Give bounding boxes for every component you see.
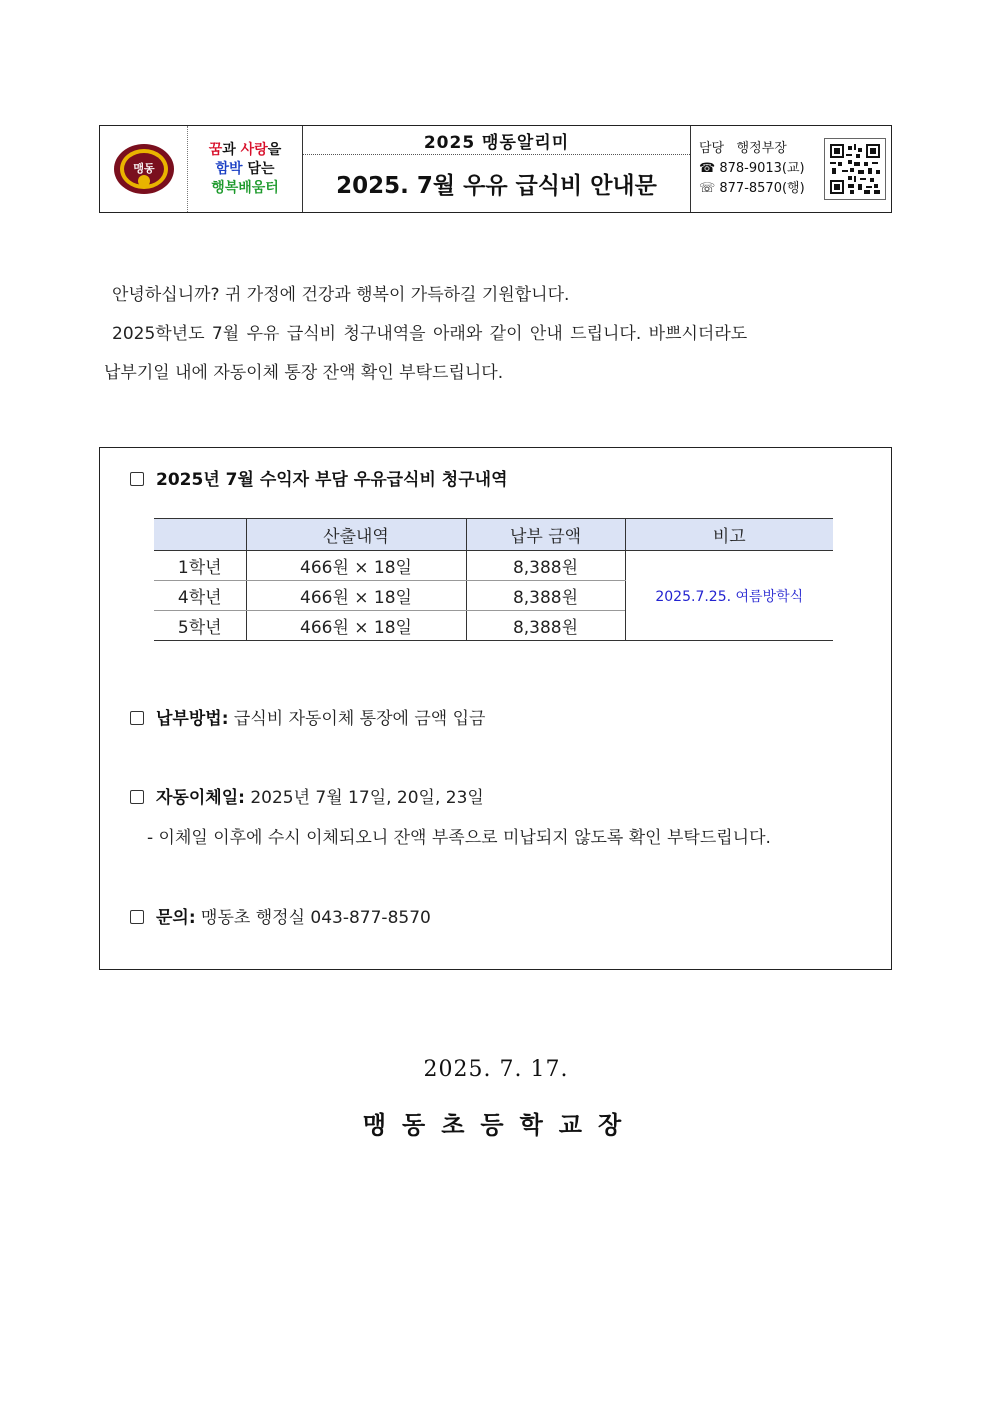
amount-cell: 8,388원 bbox=[466, 581, 625, 611]
calc-cell: 466원 × 18일 bbox=[246, 581, 466, 611]
inquiry-label: 문의: bbox=[156, 908, 196, 928]
amount-cell: 8,388원 bbox=[466, 551, 625, 581]
slogan-line-1 bbox=[209, 141, 282, 160]
slogan-word-particle: 을 bbox=[267, 141, 282, 158]
slogan-word-dream: 꿈 bbox=[208, 141, 223, 158]
qr-code-icon bbox=[830, 144, 880, 194]
checkbox-bullet-icon bbox=[130, 472, 144, 486]
grade-cell: 4학년 bbox=[154, 581, 246, 611]
newsletter-header bbox=[99, 125, 892, 213]
signer-name: 맹동초등학교장 bbox=[362, 1111, 638, 1139]
transfer-note: - 이체일 이후에 수시 이체되오니 잔액 부족으로 미납되지 않도록 확인 부탁드립니다. bbox=[147, 828, 771, 848]
logo-text: 맹동 bbox=[132, 162, 155, 175]
column-header-amount: 납부 금액 bbox=[466, 519, 625, 551]
intro-line-3: 납부기일 내에 자동이체 통장 잔액 확인 부탁드립니다. bbox=[104, 363, 504, 383]
contact-cell bbox=[691, 126, 818, 212]
issue-date: 2025. 7. 17. bbox=[423, 1057, 569, 1082]
slogan-word-love: 사랑 bbox=[240, 141, 268, 158]
transfer-dates-label: 자동이체일: bbox=[156, 788, 245, 808]
column-header-grade bbox=[154, 519, 246, 551]
role-value: 행정부장 bbox=[736, 141, 787, 156]
school-slogan bbox=[188, 126, 303, 212]
billing-table bbox=[154, 518, 833, 641]
checkbox-bullet-icon bbox=[130, 711, 144, 725]
column-header-note: 비고 bbox=[625, 519, 833, 551]
newsletter-name: 2025 맹동알리미 bbox=[303, 126, 690, 155]
billing-heading-text: 2025년 7월 수익자 부담 우유급식비 청구내역 bbox=[156, 470, 508, 490]
calc-cell: 466원 × 18일 bbox=[246, 611, 466, 641]
school-logo-cell bbox=[100, 126, 188, 212]
qr-code-frame bbox=[824, 138, 886, 200]
checkbox-bullet-icon bbox=[130, 790, 144, 804]
payment-method-value: 급식비 자동이체 통장에 금액 입금 bbox=[228, 709, 486, 729]
slogan-word-hambak: 함박 bbox=[215, 160, 243, 177]
payment-method bbox=[130, 704, 485, 729]
slogan-line-2 bbox=[216, 160, 275, 179]
checkbox-bullet-icon bbox=[130, 910, 144, 924]
calc-cell: 466원 × 18일 bbox=[246, 551, 466, 581]
column-header-calc: 산출내역 bbox=[246, 519, 466, 551]
amount-cell: 8,388원 bbox=[466, 611, 625, 641]
contact-role bbox=[699, 139, 818, 159]
slogan-word-and: 과 bbox=[222, 141, 241, 158]
slogan-line-3: 행복배움터 bbox=[211, 179, 279, 196]
note-cell: 2025.7.25. 여름방학식 bbox=[625, 551, 833, 641]
phone-school: ☎ 878-9013(교) bbox=[699, 161, 805, 176]
billing-heading bbox=[130, 465, 508, 490]
transfer-dates bbox=[130, 783, 484, 808]
role-label: 담당 bbox=[699, 141, 725, 156]
slogan-word-contain: 담는 bbox=[242, 160, 275, 177]
payment-method-label: 납부방법: bbox=[156, 709, 229, 729]
billing-table-header bbox=[154, 519, 833, 551]
school-emblem-icon bbox=[112, 141, 176, 197]
billing-info-box bbox=[99, 447, 892, 970]
inquiry bbox=[130, 903, 431, 928]
table-row bbox=[154, 551, 833, 581]
title-cell bbox=[303, 126, 691, 212]
transfer-dates-value: 2025년 7월 17일, 20일, 23일 bbox=[244, 788, 484, 808]
grade-cell: 1학년 bbox=[154, 551, 246, 581]
inquiry-value: 맹동초 행정실 043-877-8570 bbox=[195, 908, 431, 928]
intro-line-2: 2025학년도 7월 우유 급식비 청구내역을 아래와 같이 안내 드립니다. 바쁘시더라도 bbox=[112, 324, 748, 344]
phone-office: ☏ 877-8570(행) bbox=[699, 181, 805, 196]
intro-line-1: 안녕하십니까? 귀 가정에 건강과 행복이 가득하길 기원합니다. bbox=[112, 285, 570, 305]
document-title: 2025. 7월 우유 급식비 안내문 bbox=[336, 173, 657, 199]
qr-cell bbox=[818, 126, 891, 212]
grade-cell: 5학년 bbox=[154, 611, 246, 641]
